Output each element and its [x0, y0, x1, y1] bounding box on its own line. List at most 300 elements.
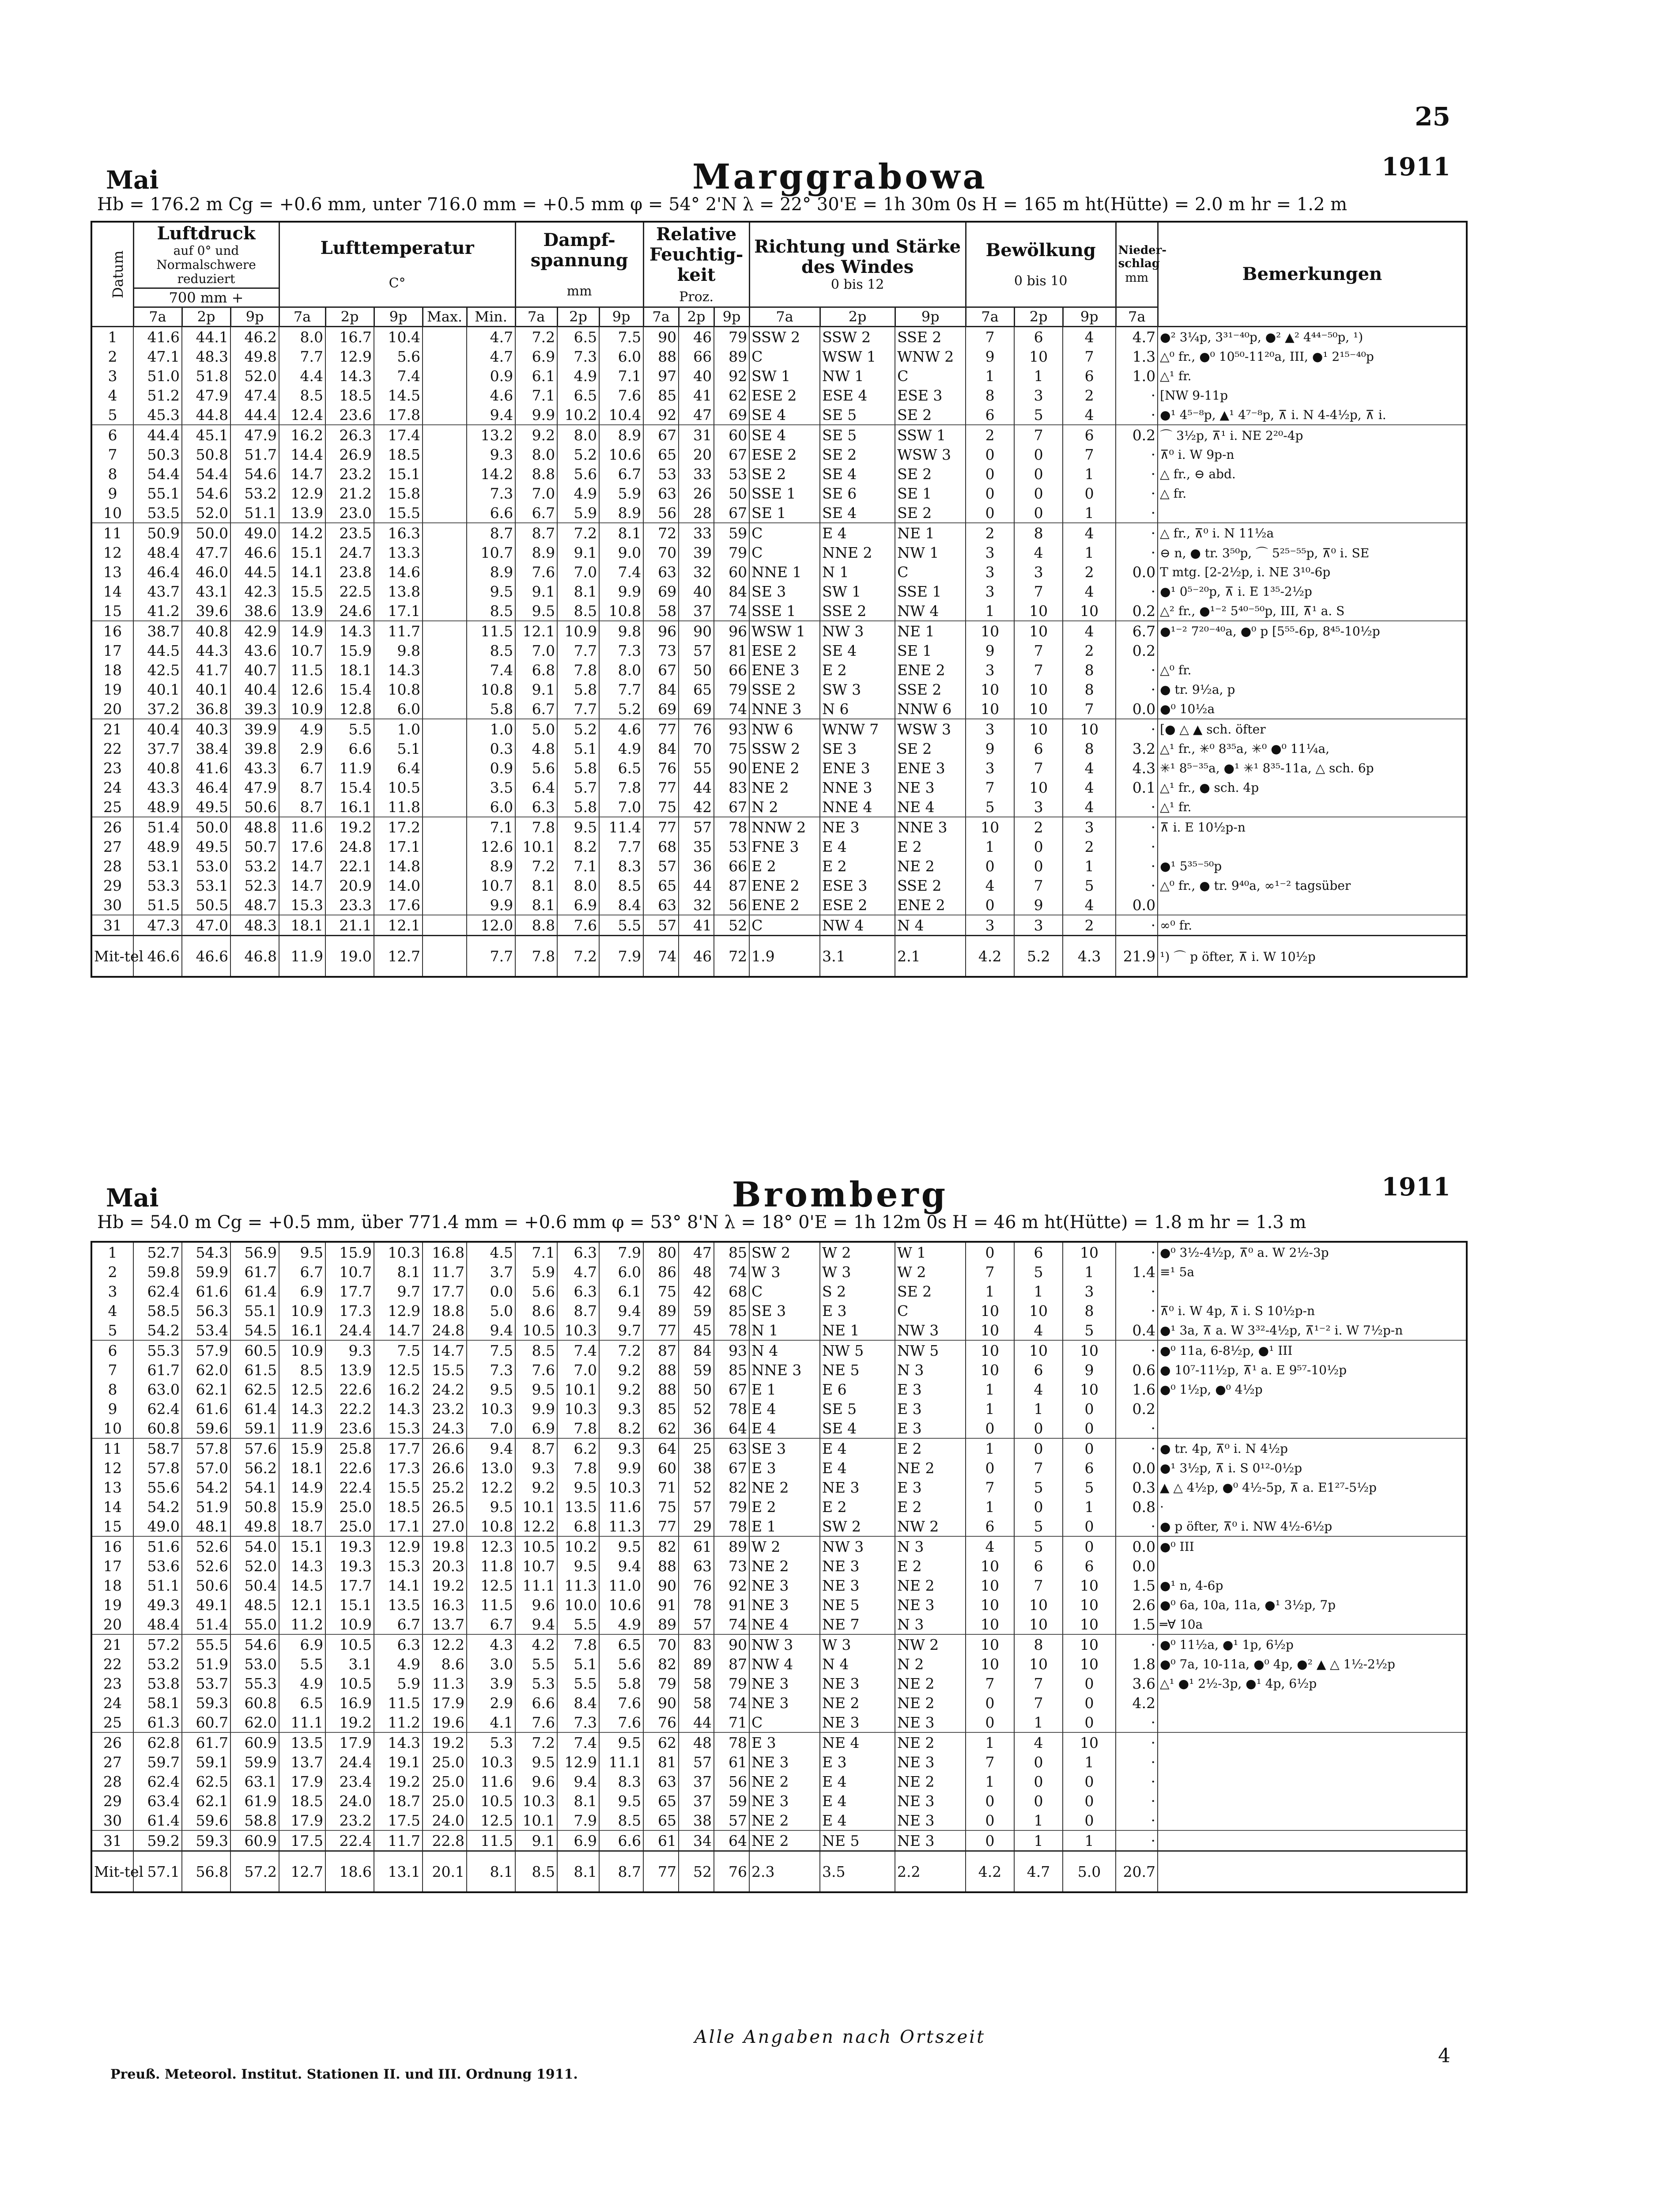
- data-cell: 5.9: [374, 1674, 423, 1693]
- data-cell: 0: [966, 1693, 1014, 1713]
- data-cell: 62.1: [182, 1380, 230, 1399]
- data-cell: 14.2: [467, 464, 515, 484]
- data-cell: NNE 1: [749, 562, 820, 582]
- data-cell: NE 3: [820, 1674, 895, 1693]
- data-cell: 15.5: [374, 503, 423, 523]
- data-cell: 1: [966, 1497, 1014, 1516]
- table-row: [91, 601, 1467, 621]
- header-luftdruck: Luftdruck auf 0° und Normalschwere reduziert: [133, 222, 279, 288]
- data-cell: 38.6: [230, 601, 279, 621]
- data-cell: 15.5: [423, 1360, 467, 1380]
- data-cell: 22.5: [325, 582, 374, 601]
- data-cell: NE 2: [895, 1732, 966, 1752]
- data-cell: [423, 680, 467, 699]
- data-cell: 59.1: [182, 1752, 230, 1772]
- data-cell: 7.3: [557, 1713, 599, 1732]
- remark-cell: ●⁰ 11a, 6-8½p, ●¹ III: [1158, 1340, 1467, 1360]
- data-cell: W 3: [820, 1634, 895, 1654]
- data-cell: 12.5: [279, 1380, 325, 1399]
- day-cell: 16: [91, 621, 133, 641]
- mean-cell: 46.8: [230, 936, 279, 977]
- data-cell: 63.0: [133, 1380, 182, 1399]
- data-cell: 14.6: [374, 562, 423, 582]
- remark-cell: ●¹ 3½p, ⊼ i. S 0¹²-0½p: [1158, 1458, 1467, 1478]
- data-cell: 9.9: [515, 405, 557, 425]
- hdr-f7: 7a: [643, 307, 679, 327]
- data-cell: 3.7: [467, 1262, 515, 1282]
- data-cell: 84: [679, 1340, 714, 1360]
- data-cell: NE 2: [895, 856, 966, 876]
- data-cell: 9.9: [599, 1458, 643, 1478]
- data-cell: 57: [714, 1811, 749, 1830]
- data-cell: 65: [643, 1791, 679, 1811]
- data-cell: 8.1: [374, 1262, 423, 1282]
- table-row: [91, 445, 1467, 464]
- data-cell: WSW 3: [895, 719, 966, 739]
- data-cell: 7: [1014, 1458, 1063, 1478]
- data-cell: NE 5: [820, 1360, 895, 1380]
- data-cell: 40.8: [133, 758, 182, 778]
- section2-month: Mai: [106, 1183, 159, 1213]
- hdr-t2: 2p: [325, 307, 374, 327]
- data-cell: E 3: [895, 1399, 966, 1418]
- data-cell: E 3: [895, 1478, 966, 1497]
- data-cell: 57.0: [182, 1458, 230, 1478]
- data-cell: 57: [679, 641, 714, 660]
- data-cell: 16.2: [374, 1380, 423, 1399]
- data-cell: 2: [1063, 562, 1116, 582]
- data-cell: [423, 523, 467, 543]
- data-cell: 17.7: [325, 1576, 374, 1595]
- data-cell: 5.8: [557, 758, 599, 778]
- data-cell: SE 4: [820, 464, 895, 484]
- section1-table-body: [91, 327, 1467, 977]
- table-row: [91, 1791, 1467, 1811]
- data-cell: 4: [1014, 1380, 1063, 1399]
- data-cell: 89: [714, 347, 749, 366]
- data-cell: [423, 601, 467, 621]
- data-cell: 8.2: [599, 1418, 643, 1438]
- data-cell: 0.2: [1116, 1399, 1158, 1418]
- data-cell: 6.0: [467, 797, 515, 817]
- data-cell: NE 3: [820, 1576, 895, 1595]
- data-cell: 19.3: [325, 1556, 374, 1576]
- data-cell: 56: [643, 503, 679, 523]
- data-cell: 42: [679, 797, 714, 817]
- data-cell: 10: [966, 1340, 1014, 1360]
- data-cell: 9: [1063, 1360, 1116, 1380]
- day-cell: 17: [91, 641, 133, 660]
- data-cell: 4.2: [515, 1634, 557, 1654]
- hdr-d9: 9p: [599, 307, 643, 327]
- data-cell: 24.0: [423, 1811, 467, 1830]
- data-cell: E 4: [820, 837, 895, 856]
- day-cell: 17: [91, 1556, 133, 1576]
- data-cell: NE 2: [820, 1693, 895, 1713]
- data-cell: 77: [643, 778, 679, 797]
- data-cell: 1.4: [1116, 1262, 1158, 1282]
- data-cell: 51.2: [133, 386, 182, 405]
- data-cell: 8: [1063, 739, 1116, 758]
- data-cell: NNE 3: [749, 1360, 820, 1380]
- table-row: [91, 347, 1467, 366]
- data-cell: 0: [1014, 837, 1063, 856]
- data-cell: 10.4: [599, 405, 643, 425]
- data-cell: N 4: [820, 1654, 895, 1674]
- data-cell: 6.4: [374, 758, 423, 778]
- data-cell: 9.3: [325, 1340, 374, 1360]
- remark-cell: [● △ ▲ sch. öfter: [1158, 719, 1467, 739]
- data-cell: 26.5: [423, 1497, 467, 1516]
- data-cell: 9.5: [467, 1380, 515, 1399]
- data-cell: 8: [1014, 1634, 1063, 1654]
- data-cell: 58: [643, 601, 679, 621]
- data-cell: E 2: [749, 1497, 820, 1516]
- hdr-p9: 9p: [230, 307, 279, 327]
- data-cell: 0: [1063, 1713, 1116, 1732]
- data-cell: 6.9: [279, 1634, 325, 1654]
- mean-cell: 76: [714, 1851, 749, 1893]
- data-cell: 8.0: [515, 445, 557, 464]
- data-cell: 1: [966, 366, 1014, 386]
- hdr-min: Min.: [467, 307, 515, 327]
- mean-cell: 11.9: [279, 936, 325, 977]
- data-cell: 10: [966, 1301, 1014, 1320]
- data-cell: 25.0: [423, 1752, 467, 1772]
- data-cell: ESE 4: [820, 386, 895, 405]
- data-cell: 10.3: [557, 1399, 599, 1418]
- data-cell: 39.9: [230, 719, 279, 739]
- data-cell: 82: [714, 1478, 749, 1497]
- data-cell: 49.5: [182, 797, 230, 817]
- data-cell: 12.9: [325, 347, 374, 366]
- data-cell: NW 3: [820, 1536, 895, 1556]
- data-cell: E 2: [820, 1497, 895, 1516]
- data-cell: 5: [1063, 1478, 1116, 1497]
- data-cell: 85: [643, 1399, 679, 1418]
- data-cell: 14.0: [374, 876, 423, 895]
- data-cell: 12.6: [467, 837, 515, 856]
- data-cell: 61.6: [182, 1399, 230, 1418]
- data-cell: 13.5: [374, 1595, 423, 1614]
- data-cell: 1: [1014, 1282, 1063, 1301]
- remark-cell: △¹ fr., ✳⁰ 8³⁵a, ✳⁰ ●⁰ 11¼a,: [1158, 739, 1467, 758]
- data-cell: 7.5: [599, 327, 643, 347]
- data-cell: 0: [1063, 1536, 1116, 1556]
- data-cell: 5.6: [557, 464, 599, 484]
- data-cell: 8.5: [599, 1811, 643, 1830]
- remark-cell: [1158, 1418, 1467, 1438]
- data-cell: 25: [679, 1438, 714, 1458]
- data-cell: 60.5: [230, 1340, 279, 1360]
- day-cell: 29: [91, 1791, 133, 1811]
- data-cell: 50: [679, 1380, 714, 1399]
- data-cell: ·: [1116, 1516, 1158, 1536]
- data-cell: 10: [1063, 1614, 1116, 1634]
- data-cell: 14.3: [279, 1556, 325, 1576]
- data-cell: 44: [679, 1713, 714, 1732]
- data-cell: 7: [1014, 1693, 1063, 1713]
- hdr-b9: 9p: [1063, 307, 1116, 327]
- data-cell: ESE 3: [820, 876, 895, 895]
- data-cell: 4: [1063, 405, 1116, 425]
- data-cell: 5.9: [557, 503, 599, 523]
- data-cell: 50.4: [230, 1576, 279, 1595]
- data-cell: 24.6: [325, 601, 374, 621]
- data-cell: 79: [714, 543, 749, 562]
- data-cell: 88: [643, 1556, 679, 1576]
- remark-cell: ● 10⁷-11½p, ⊼¹ a. E 9⁵⁷-10½p: [1158, 1360, 1467, 1380]
- data-cell: 51.5: [133, 895, 182, 915]
- data-cell: N 3: [895, 1360, 966, 1380]
- remark-cell: △¹ fr.: [1158, 797, 1467, 817]
- data-cell: 69: [643, 582, 679, 601]
- data-cell: 7.0: [557, 1360, 599, 1380]
- data-cell: 19.2: [423, 1732, 467, 1752]
- data-cell: 0.3: [467, 739, 515, 758]
- data-cell: 8: [1014, 523, 1063, 543]
- day-cell: 25: [91, 797, 133, 817]
- data-cell: 64: [714, 1830, 749, 1851]
- mean-cell: 8.5: [515, 1851, 557, 1893]
- data-cell: [423, 503, 467, 523]
- data-cell: 15.9: [325, 1242, 374, 1262]
- data-cell: 19.2: [325, 817, 374, 837]
- data-cell: 15.3: [374, 1556, 423, 1576]
- data-cell: 8.7: [557, 1301, 599, 1320]
- data-cell: 53.8: [133, 1674, 182, 1693]
- data-cell: 42.9: [230, 621, 279, 641]
- data-cell: 10: [1063, 719, 1116, 739]
- data-cell: 7.0: [557, 562, 599, 582]
- data-cell: ·: [1116, 1830, 1158, 1851]
- remark-cell: ⊖ n, ● tr. 3⁵⁰p, ⌒ 5²⁵⁻⁵⁵p, ⊼⁰ i. SE: [1158, 543, 1467, 562]
- imprint: Preuß. Meteorol. Institut. Stationen II. und III. Ordnung 1911.: [110, 2067, 578, 2082]
- day-cell: 31: [91, 915, 133, 936]
- data-cell: 2.6: [1116, 1595, 1158, 1614]
- data-cell: 51.1: [230, 503, 279, 523]
- data-cell: C: [895, 1301, 966, 1320]
- data-cell: W 3: [820, 1262, 895, 1282]
- header-bemerkungen: Bemerkungen: [1158, 222, 1467, 327]
- data-cell: 11.1: [279, 1713, 325, 1732]
- table-row: [91, 1360, 1467, 1380]
- table-row: [91, 641, 1467, 660]
- data-cell: 51.9: [182, 1654, 230, 1674]
- data-cell: WNW 2: [895, 347, 966, 366]
- footer-note: Alle Angaben nach Ortszeit: [694, 2027, 986, 2047]
- data-cell: [423, 543, 467, 562]
- data-cell: 10: [1014, 621, 1063, 641]
- data-cell: 75: [643, 797, 679, 817]
- data-cell: NE 2: [895, 1772, 966, 1791]
- day-cell: 31: [91, 1830, 133, 1851]
- data-cell: 59: [679, 1360, 714, 1380]
- data-cell: 10.8: [467, 1516, 515, 1536]
- data-cell: 15.1: [279, 1536, 325, 1556]
- data-cell: 25.0: [423, 1772, 467, 1791]
- data-cell: 0: [966, 1458, 1014, 1478]
- data-cell: 61.4: [133, 1811, 182, 1830]
- data-cell: 1.0: [467, 719, 515, 739]
- data-cell: NW 6: [749, 719, 820, 739]
- data-cell: 10: [1014, 699, 1063, 719]
- data-cell: ·: [1116, 837, 1158, 856]
- data-cell: 92: [714, 366, 749, 386]
- data-cell: 78: [714, 1732, 749, 1752]
- data-cell: 23.2: [423, 1399, 467, 1418]
- data-cell: 25.8: [325, 1438, 374, 1458]
- data-cell: 22.4: [325, 1478, 374, 1497]
- data-cell: 59.6: [182, 1418, 230, 1438]
- data-cell: SE 6: [820, 484, 895, 503]
- data-cell: 5.8: [557, 680, 599, 699]
- data-cell: 96: [643, 621, 679, 641]
- data-cell: 1.8: [1116, 1654, 1158, 1674]
- data-cell: 60.8: [133, 1418, 182, 1438]
- data-cell: 66: [714, 856, 749, 876]
- data-cell: 11.6: [467, 1772, 515, 1791]
- data-cell: 4: [1063, 895, 1116, 915]
- data-cell: 6.7: [599, 464, 643, 484]
- data-cell: 7.3: [599, 641, 643, 660]
- data-cell: 10.8: [599, 601, 643, 621]
- data-cell: 10.5: [515, 1536, 557, 1556]
- data-cell: 53.2: [133, 1654, 182, 1674]
- data-cell: [423, 739, 467, 758]
- mean-cell: 56.8: [182, 1851, 230, 1893]
- data-cell: 79: [714, 1497, 749, 1516]
- data-cell: 78: [714, 1320, 749, 1340]
- data-cell: 10.5: [515, 1320, 557, 1340]
- mean-cell: 2.3: [749, 1851, 820, 1893]
- data-cell: 51.0: [133, 366, 182, 386]
- data-cell: 7: [966, 327, 1014, 347]
- data-cell: SSE 2: [820, 601, 895, 621]
- day-cell: 27: [91, 1752, 133, 1772]
- data-cell: [423, 347, 467, 366]
- data-cell: 5.1: [557, 739, 599, 758]
- data-cell: 0: [1063, 484, 1116, 503]
- data-cell: 65: [679, 680, 714, 699]
- data-cell: 0.2: [1116, 601, 1158, 621]
- data-cell: 50.0: [182, 817, 230, 837]
- remark-cell: △ fr.: [1158, 484, 1467, 503]
- data-cell: SE 3: [749, 1301, 820, 1320]
- data-cell: 23.0: [325, 503, 374, 523]
- data-cell: 7: [1014, 1674, 1063, 1693]
- data-cell: 23.4: [325, 1772, 374, 1791]
- data-cell: 13.3: [374, 543, 423, 562]
- data-cell: 15.9: [325, 641, 374, 660]
- data-cell: 12.5: [374, 1360, 423, 1380]
- data-cell: SE 1: [895, 641, 966, 660]
- data-cell: 10: [966, 1614, 1014, 1634]
- data-cell: ·: [1116, 1242, 1158, 1262]
- data-cell: 6.7: [515, 699, 557, 719]
- data-cell: 5.3: [467, 1732, 515, 1752]
- data-cell: WSW 1: [820, 347, 895, 366]
- data-cell: 63: [714, 1438, 749, 1458]
- data-cell: 87: [643, 1340, 679, 1360]
- data-cell: 62.1: [182, 1791, 230, 1811]
- data-cell: 0: [1014, 1497, 1063, 1516]
- data-cell: 10: [1063, 1340, 1116, 1360]
- data-cell: 15.8: [374, 484, 423, 503]
- data-cell: 0.6: [1116, 1360, 1158, 1380]
- data-cell: 9.2: [599, 1360, 643, 1380]
- data-cell: 40: [679, 582, 714, 601]
- data-cell: 87: [714, 1654, 749, 1674]
- section1-year: 1911: [1382, 152, 1450, 181]
- data-cell: SSE 2: [895, 327, 966, 347]
- data-cell: 4: [966, 1536, 1014, 1556]
- remark-cell: [1158, 1791, 1467, 1811]
- data-cell: 10.6: [599, 1595, 643, 1614]
- data-cell: 54.4: [133, 464, 182, 484]
- data-cell: ·: [1116, 1772, 1158, 1791]
- data-cell: 41: [679, 386, 714, 405]
- data-cell: 75: [643, 1282, 679, 1301]
- mean-cell: 8.1: [557, 1851, 599, 1893]
- data-cell: 7: [1014, 876, 1063, 895]
- data-cell: 89: [643, 1614, 679, 1634]
- data-cell: 57.8: [133, 1458, 182, 1478]
- data-cell: 22.4: [325, 1830, 374, 1851]
- data-cell: 47.7: [182, 543, 230, 562]
- data-cell: [423, 876, 467, 895]
- day-cell: 1: [91, 327, 133, 347]
- data-cell: 9.7: [599, 1320, 643, 1340]
- data-cell: 0: [966, 464, 1014, 484]
- data-cell: SE 3: [820, 739, 895, 758]
- table-row: [91, 1614, 1467, 1634]
- remark-cell: ✳¹ 8⁵⁻³⁵a, ●¹ ✳¹ 8³⁵-11a, △ sch. 6p: [1158, 758, 1467, 778]
- data-cell: C: [895, 366, 966, 386]
- data-cell: 55.3: [133, 1340, 182, 1360]
- data-cell: E 6: [820, 1380, 895, 1399]
- data-cell: SSW 1: [895, 425, 966, 445]
- remark-cell: △⁰ fr.: [1158, 660, 1467, 680]
- data-cell: 45: [679, 1320, 714, 1340]
- data-cell: 5.8: [467, 699, 515, 719]
- remark-cell: [NW 9-11p: [1158, 386, 1467, 405]
- data-cell: 0: [1014, 484, 1063, 503]
- data-cell: 15.5: [279, 582, 325, 601]
- data-cell: 18.5: [374, 445, 423, 464]
- data-cell: 7.8: [557, 1634, 599, 1654]
- data-cell: 2: [1063, 641, 1116, 660]
- data-cell: 36: [679, 856, 714, 876]
- data-cell: 24.8: [423, 1320, 467, 1340]
- data-cell: 82: [643, 1536, 679, 1556]
- data-cell: 7.8: [599, 778, 643, 797]
- data-cell: 65: [643, 445, 679, 464]
- remark-cell: ●⁰ III: [1158, 1536, 1467, 1556]
- data-cell: NNE 3: [895, 817, 966, 837]
- data-cell: 0: [966, 1418, 1014, 1438]
- data-cell: 9.4: [467, 1320, 515, 1340]
- data-cell: 6.0: [374, 699, 423, 719]
- data-cell: 67: [643, 425, 679, 445]
- data-cell: NE 3: [820, 1713, 895, 1732]
- data-cell: 6.7: [515, 503, 557, 523]
- data-cell: 8.5: [599, 876, 643, 895]
- data-cell: 71: [643, 1478, 679, 1497]
- data-cell: 19.3: [325, 1536, 374, 1556]
- data-cell: 17.6: [279, 837, 325, 856]
- data-cell: 11.1: [515, 1576, 557, 1595]
